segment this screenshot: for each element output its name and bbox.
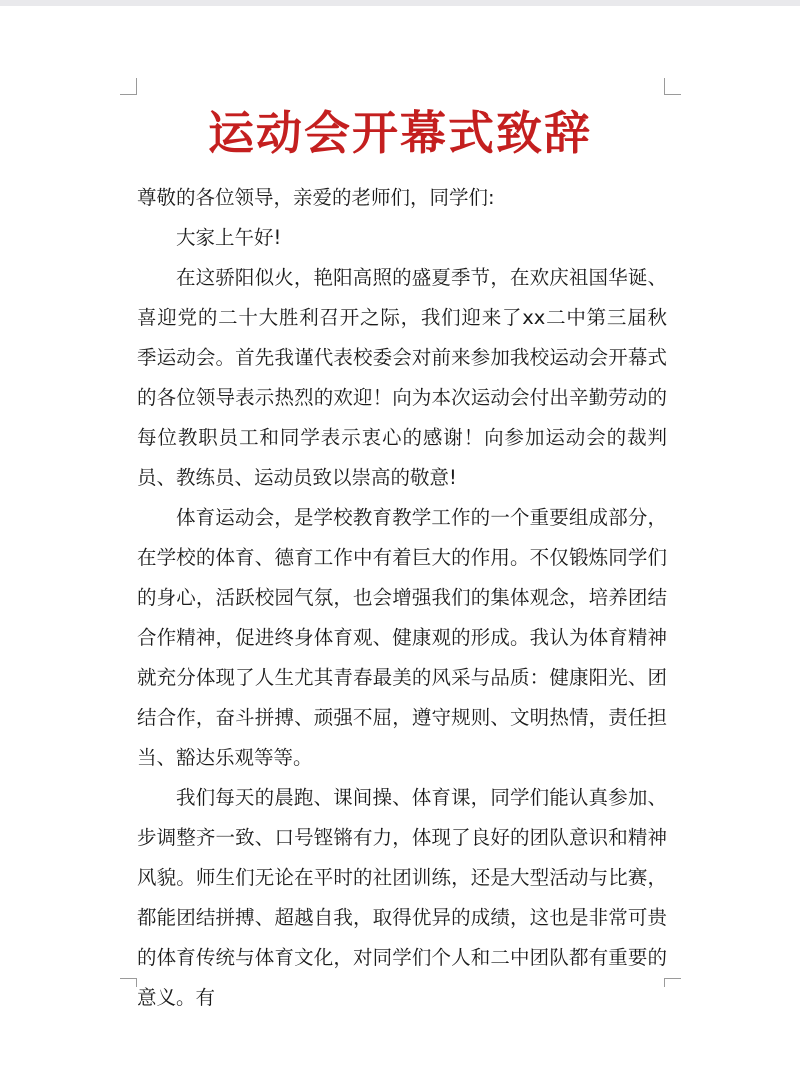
salutation: 尊敬的各位领导，亲爱的老师们，同学们: xyxy=(137,186,495,209)
greeting: 大家上午好! xyxy=(176,226,282,249)
margin-corner-mark-top-left xyxy=(120,78,137,95)
margin-corner-mark-bottom-left xyxy=(120,978,137,987)
margin-corner-mark-top-right xyxy=(664,78,681,95)
paragraph-1: 在这骄阳似火，艳阳高照的盛夏季节，在欢庆祖国华诞、喜迎党的二十大胜利召开之际，我们迎来了xx二中第三届秋季运动会。首先我谨代表校委会对前来参加我校运动会开幕式的各位领导表示热烈的欢迎！向为本次运动会付出辛勤劳动的每位教职员工和同学表示衷心的感谢！向参加运动会的裁判员、教练员、运动员致以崇高的敬意! xyxy=(137,266,667,489)
paragraph-3: 我们每天的晨跑、课间操、体育课，同学们能认真参加、步调整齐一致、口号铿锵有力，体现了良好的团队意识和精神风貌。师生们无论在平时的社团训练，还是大型活动与比赛，都能团结拼搏、超越自我，取得优异的成绩，这也是非常可贵的体育传统与体育文化，对同学们个人和二中团队都有重要的意义。有 xyxy=(137,786,667,1009)
document-body xyxy=(137,178,667,1018)
document-page xyxy=(0,6,800,1067)
paragraph-2: 体育运动会，是学校教育教学工作的一个重要组成部分，在学校的体育、德育工作中有着巨大的作用。不仅锻炼同学们的身心，活跃校园气氛，也会增强我们的集体观念，培养团结合作精神，促进终身体育观、健康观的形成。我认为体育精神就充分体现了人生尤其青春最美的风采与品质：健康阳光、团结合作，奋斗拼搏、顽强不屈，遵守规则、文明热情，责任担当、豁达乐观等等。 xyxy=(137,506,667,769)
document-title: 运动会开幕式致辞 xyxy=(208,106,592,160)
